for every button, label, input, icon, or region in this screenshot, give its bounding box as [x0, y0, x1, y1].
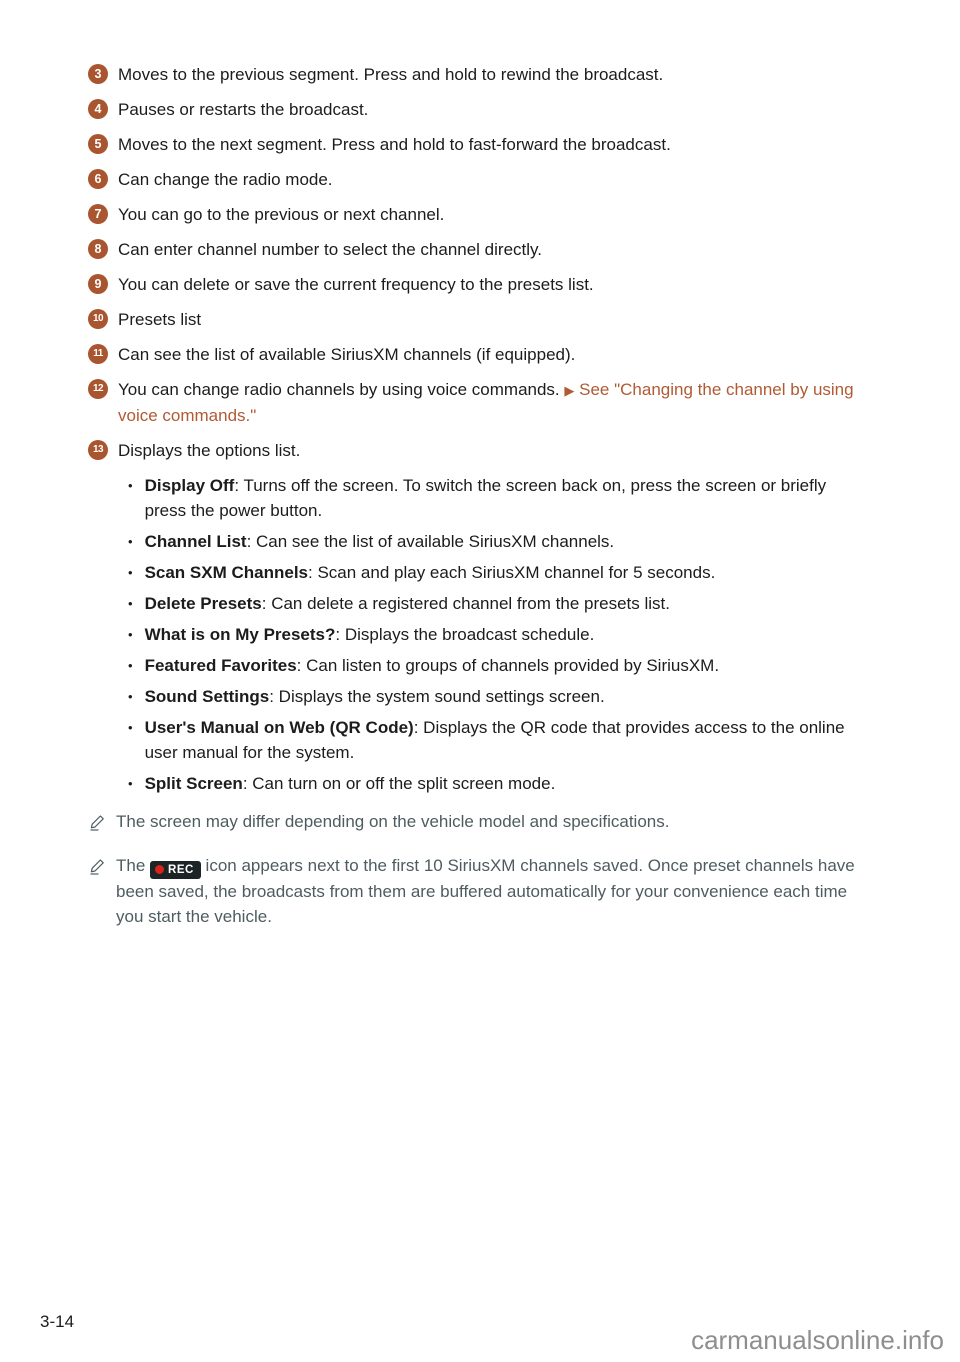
numbered-item: [88, 377, 882, 428]
item-number-badge: 5: [88, 134, 108, 154]
item-number-badge: 4: [88, 99, 108, 119]
numbered-item: [88, 132, 882, 157]
option-item: [128, 771, 852, 796]
option-text: [145, 560, 716, 585]
item-text-body: You can change radio channels by using voice commands.: [118, 380, 560, 399]
item-text: [118, 377, 882, 428]
option-text: [145, 591, 670, 616]
option-desc: : Can listen to groups of channels provided by SiriusXM.: [296, 656, 720, 675]
item-number-badge: 11: [88, 344, 108, 364]
pencil-icon: [88, 856, 105, 882]
note-text: The screen may differ depending on the vehicle model and specifications.: [116, 812, 670, 831]
option-desc: : Can delete a registered channel from the presets list.: [261, 594, 670, 613]
item-text: Moves to the previous segment. Press and hold to rewind the broadcast.: [118, 65, 664, 84]
option-text: [145, 684, 605, 709]
bullet-icon: •: [128, 596, 133, 611]
option-desc: : Scan and play each SiriusXM channel for 5 seconds.: [308, 563, 716, 582]
numbered-item: [88, 167, 882, 192]
notes-section: [88, 809, 882, 929]
option-label: Display Off: [144, 476, 235, 495]
option-desc: : Displays the broadcast schedule.: [335, 625, 595, 644]
option-text: [145, 529, 615, 554]
numbered-item: [88, 62, 882, 87]
bullet-icon: •: [128, 565, 133, 580]
option-item: [128, 529, 852, 554]
cross-reference-label: See "Changing the channel by using voice commands.": [118, 380, 854, 425]
bullet-icon: •: [128, 720, 133, 735]
rec-label: REC: [168, 863, 194, 876]
option-text: [145, 715, 852, 765]
item-number-badge: 7: [88, 204, 108, 224]
options-list: [128, 473, 882, 796]
item-number-badge: 10: [88, 309, 108, 329]
watermark: carmanualsonline.info: [691, 1325, 944, 1355]
bullet-icon: •: [128, 627, 133, 642]
option-desc: : Turns off the screen. To switch the screen back on, press the screen or briefly press the power button.: [144, 476, 827, 520]
option-text: [145, 771, 556, 796]
option-label: Delete Presets: [144, 594, 262, 613]
rec-icon: [150, 861, 201, 879]
option-label: Sound Settings: [144, 687, 270, 706]
option-item: [128, 715, 852, 765]
option-item: [128, 622, 852, 647]
bullet-icon: •: [128, 689, 133, 704]
option-label: User's Manual on Web (QR Code): [144, 718, 414, 737]
numbered-item: [88, 438, 882, 463]
option-item: [128, 560, 852, 585]
item-text: Moves to the next segment. Press and hold to fast-forward the broadcast.: [118, 135, 671, 154]
note-item: [88, 809, 878, 838]
arrow-right-icon: ▶: [564, 383, 575, 398]
option-item: [128, 591, 852, 616]
note-item: [88, 853, 878, 929]
bullet-icon: •: [128, 658, 133, 673]
option-label: What is on My Presets?: [144, 625, 336, 644]
item-text: Displays the options list.: [118, 441, 301, 460]
option-text: [145, 622, 595, 647]
bullet-icon: •: [128, 534, 133, 549]
option-item: [128, 473, 852, 523]
option-desc: : Displays the QR code that provides access to the online user manual for the system.: [144, 718, 845, 762]
numbered-item: [88, 237, 882, 262]
item-number-badge: 12: [88, 379, 108, 399]
item-number-badge: 6: [88, 169, 108, 189]
bullet-icon: •: [128, 776, 133, 791]
numbered-instruction-list: [88, 62, 882, 463]
option-item: [128, 653, 852, 678]
option-desc: : Can turn on or off the split screen mode.: [242, 774, 556, 793]
item-text: Can see the list of available SiriusXM channels (if equipped).: [118, 345, 576, 364]
option-label: Channel List: [144, 532, 247, 551]
note-text-before: The: [116, 856, 146, 875]
numbered-item: [88, 272, 882, 297]
item-text: Can enter channel number to select the channel directly.: [118, 240, 542, 259]
option-label: Split Screen: [144, 774, 243, 793]
page-number: 3-14: [40, 1312, 75, 1331]
note-text-after: icon appears next to the first 10 SiriusXM channels saved. Once preset channels have been saved, the broadcasts from them are buffered automatically for your convenience each time you start the vehicle.: [116, 856, 855, 926]
item-text: Pauses or restarts the broadcast.: [118, 100, 369, 119]
option-desc: : Can see the list of available SiriusXM channels.: [246, 532, 615, 551]
note-text: [116, 853, 878, 929]
numbered-item: [88, 342, 882, 367]
option-label: Featured Favorites: [144, 656, 297, 675]
item-number-badge: 13: [88, 440, 108, 460]
item-text: Can change the radio mode.: [118, 170, 333, 189]
item-number-badge: 8: [88, 239, 108, 259]
numbered-item: [88, 97, 882, 122]
option-desc: : Displays the system sound settings screen.: [269, 687, 605, 706]
pencil-icon: [88, 812, 105, 838]
numbered-item: [88, 202, 882, 227]
option-text: [145, 653, 720, 678]
item-text: You can delete or save the current frequency to the presets list.: [118, 275, 594, 294]
option-text: [145, 473, 852, 523]
item-number-badge: 9: [88, 274, 108, 294]
option-label: Scan SXM Channels: [144, 563, 308, 582]
item-text: Presets list: [118, 310, 202, 329]
item-text: You can go to the previous or next channel.: [118, 205, 445, 224]
option-item: [128, 684, 852, 709]
item-number-badge: 3: [88, 64, 108, 84]
rec-dot-icon: [155, 865, 164, 874]
bullet-icon: •: [128, 478, 133, 493]
numbered-item: [88, 307, 882, 332]
